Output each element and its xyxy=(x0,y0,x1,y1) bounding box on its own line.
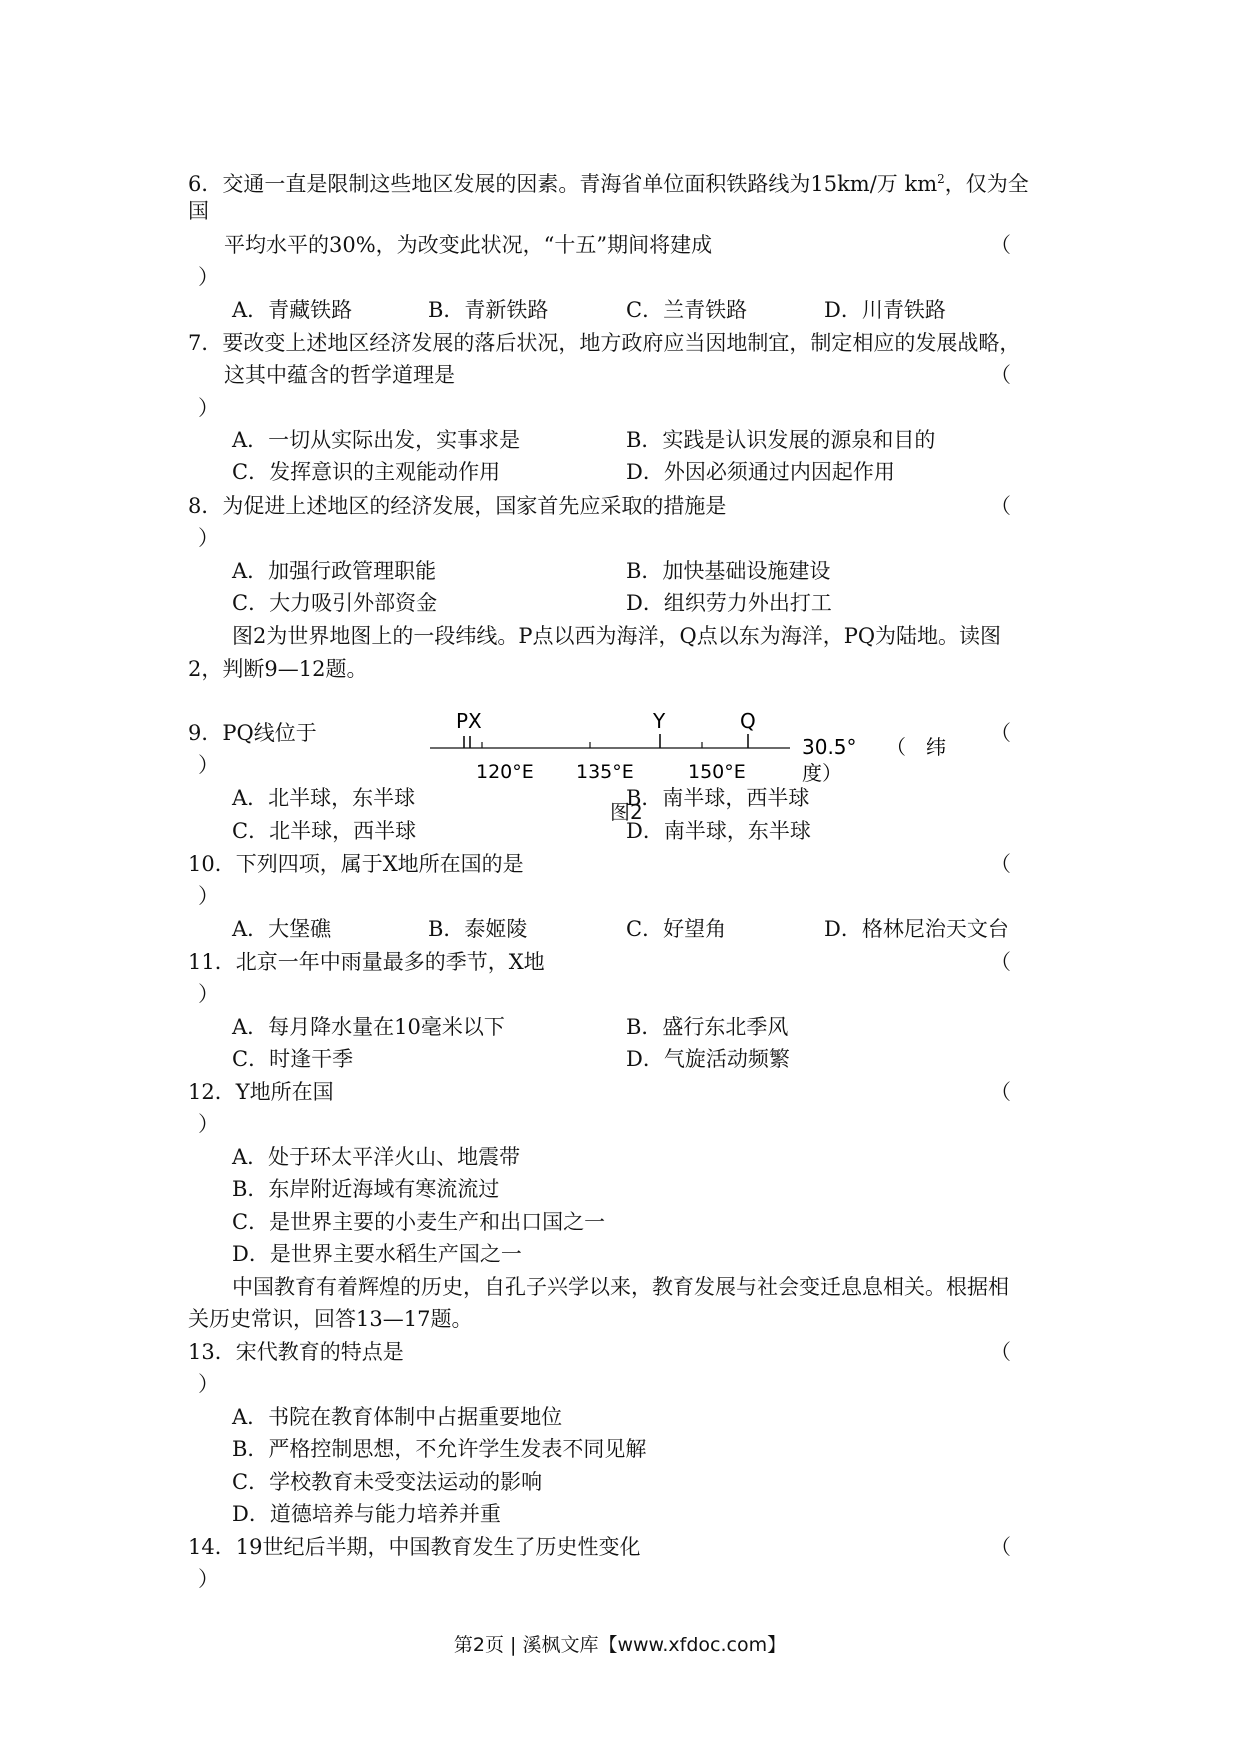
q12-paren-open: （ xyxy=(990,1080,1011,1104)
q13-line1: 13．宋代教育的特点是 xyxy=(188,1340,404,1364)
q12-option-c: C．是世界主要的小麦生产和出口国之一 xyxy=(232,1210,606,1234)
q14-paren-open: （ xyxy=(990,1535,1011,1559)
q10-line1: 10．下列四项，属于X地所在国的是 xyxy=(188,852,524,876)
q12-line1: 12．Y地所在国 xyxy=(188,1080,334,1104)
q13-option-a: A．书院在教育体制中占据重要地位 xyxy=(232,1405,563,1429)
q6-line1-wrap: 国 xyxy=(188,199,209,223)
q12-option-a: A．处于环太平洋火山、地震带 xyxy=(232,1145,521,1169)
q12-paren-close: ） xyxy=(198,1112,219,1136)
q7-line1: 7．要改变上述地区经济发展的落后状况，地方政府应当因地制宜，制定相应的发展战略， xyxy=(188,331,1021,355)
q6-line1: 6．交通一直是限制这些地区发展的因素。青海省单位面积铁路线为15km/万 $km^2$，仅为全 xyxy=(188,172,1029,196)
q10-option-c: C．好望角 xyxy=(626,917,727,941)
figure-caption: 图2 xyxy=(610,800,643,824)
q14-line1: 14．19世纪后半期，中国教育发生了历史性变化 xyxy=(188,1535,641,1559)
q9-paren-open: （ xyxy=(990,721,1011,745)
tick-label-120: 120°E xyxy=(476,761,534,783)
q6-option-b: B．青新铁路 xyxy=(428,298,549,322)
q11-paren-open: （ xyxy=(990,950,1011,974)
q9-line1: 9．PQ线位于 xyxy=(188,721,317,745)
q11-line1: 11．北京一年中雨量最多的季节，X地 xyxy=(188,950,545,974)
q11-option-c: C．时逢干季 xyxy=(232,1047,354,1071)
edu-intro-line2: 关历史常识，回答13—17题。 xyxy=(188,1307,473,1331)
q8-line1: 8．为促进上述地区的经济发展，国家首先应采取的措施是 xyxy=(188,494,727,518)
q9-option-b: B．南半球，西半球 xyxy=(626,786,810,810)
q12-option-b: B．东岸附近海域有寒流流过 xyxy=(232,1177,500,1201)
q7-option-b: B．实践是认识发展的源泉和目的 xyxy=(626,428,936,452)
q14-paren-close: ） xyxy=(198,1567,219,1591)
q9-paren-close: ） xyxy=(198,753,219,777)
q8-option-b: B．加快基础设施建设 xyxy=(626,559,831,583)
q7-paren-close: ） xyxy=(198,396,219,420)
q7-paren-open: （ xyxy=(990,363,1011,387)
q8-option-d: D．组织劳力外出打工 xyxy=(626,591,832,615)
q6-line2: 平均水平的30%，为改变此状况，“十五”期间将建成 xyxy=(224,233,713,257)
latitude-value: 30.5° xyxy=(802,735,857,759)
q7-option-a: A．一切从实际出发，实事求是 xyxy=(232,428,521,452)
q8-option-c: C．大力吸引外部资金 xyxy=(232,591,438,615)
label-px: PX xyxy=(456,709,482,733)
q13-option-c: C．学校教育未受变法运动的影响 xyxy=(232,1470,543,1494)
q10-option-d: D．格林尼治天文台 xyxy=(824,917,1009,941)
tick-label-135: 135°E xyxy=(576,761,634,783)
q10-option-b: B．泰姬陵 xyxy=(428,917,528,941)
q13-paren-open: （ xyxy=(990,1340,1011,1364)
label-y: Y xyxy=(653,709,666,733)
latitude-note-a: （ 纬 xyxy=(886,735,946,759)
q12-option-d: D．是世界主要水稻生产国之一 xyxy=(232,1242,522,1266)
q11-option-a: A．每月降水量在10毫米以下 xyxy=(232,1015,505,1039)
q10-option-a: A．大堡礁 xyxy=(232,917,332,941)
q6-option-c: C．兰青铁路 xyxy=(626,298,748,322)
edu-intro-line1: 中国教育有着辉煌的历史，自孔子兴学以来，教育发展与社会变迁息息相关。根据相 xyxy=(232,1275,1009,1299)
q11-option-b: B．盛行东北季风 xyxy=(626,1015,789,1039)
q10-paren-open: （ xyxy=(990,852,1011,876)
fig2-intro-line1: 图2为世界地图上的一段纬线。P点以西为海洋，Q点以东为海洋，PQ为陆地。读图 xyxy=(232,624,1002,648)
q9-option-a: A．北半球，东半球 xyxy=(232,786,416,810)
q7-option-d: D．外因必须通过内因起作用 xyxy=(626,460,895,484)
label-q: Q xyxy=(740,709,756,733)
q6-option-a: A．青藏铁路 xyxy=(232,298,353,322)
q8-paren-close: ） xyxy=(198,526,219,550)
q13-paren-close: ） xyxy=(198,1372,219,1396)
latitude-note-b: 度） xyxy=(802,761,842,785)
q7-option-c: C．发挥意识的主观能动作用 xyxy=(232,460,501,484)
q11-option-d: D．气旋活动频繁 xyxy=(626,1047,790,1071)
q11-paren-close: ） xyxy=(198,982,219,1006)
q6-paren-close: ） xyxy=(198,265,219,289)
q10-paren-close: ） xyxy=(198,884,219,908)
q9-option-d: D．南半球，东半球 xyxy=(626,819,811,843)
q13-option-b: B．严格控制思想，不允许学生发表不同见解 xyxy=(232,1437,647,1461)
page-footer: 第2页 | 溪枫文库【www.xfdoc.com】 xyxy=(453,1634,787,1656)
q9-option-c: C．北半球，西半球 xyxy=(232,819,417,843)
q8-option-a: A．加强行政管理职能 xyxy=(232,559,437,583)
q8-paren-open: （ xyxy=(990,494,1011,518)
q6-option-d: D．川青铁路 xyxy=(824,298,946,322)
q7-line2: 这其中蕴含的哲学道理是 xyxy=(224,363,455,387)
fig2-intro-line2: 2，判断9—12题。 xyxy=(188,657,368,681)
q6-paren-open: （ xyxy=(990,233,1011,257)
tick-label-150: 150°E xyxy=(688,761,746,783)
q13-option-d: D．道德培养与能力培养并重 xyxy=(232,1502,501,1526)
